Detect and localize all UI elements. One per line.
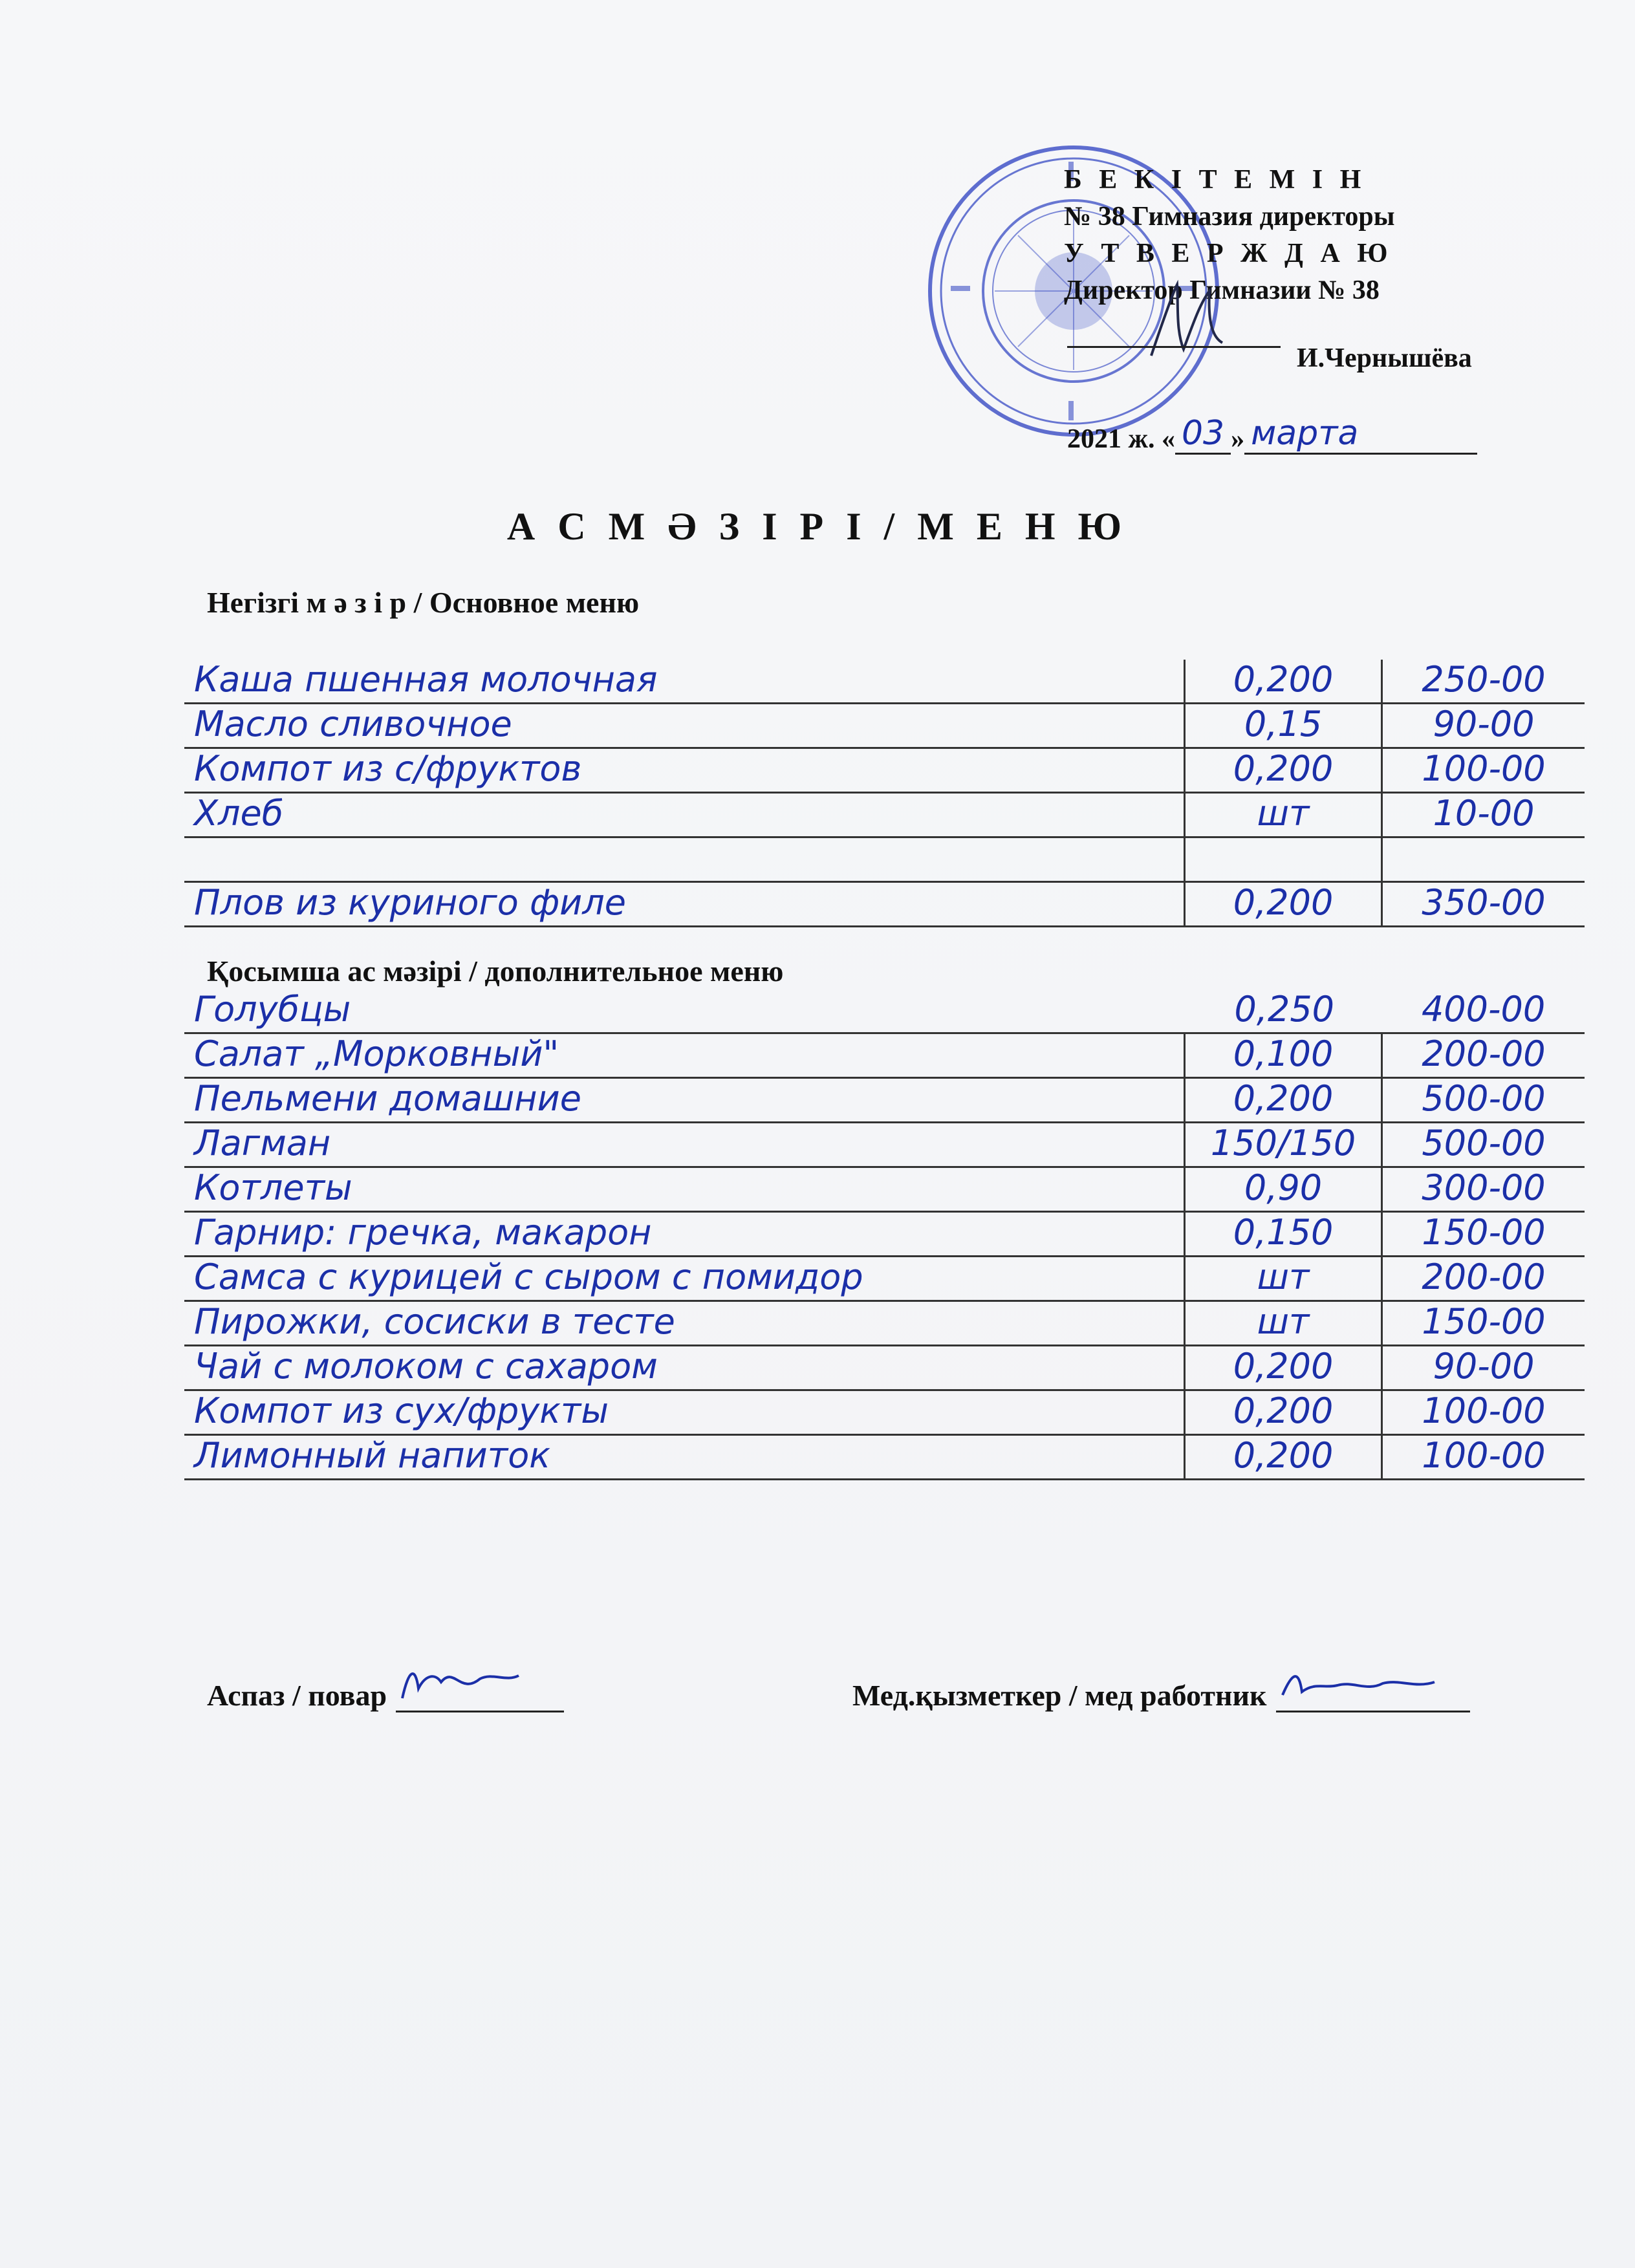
dish-price: 200-00 [1381, 1257, 1585, 1300]
table-row [184, 1257, 1585, 1302]
ru-director-position: Директор Гимназии № 38 [1064, 275, 1380, 305]
dish-qty: 0,200 [1184, 749, 1381, 792]
approval-date [1067, 414, 1477, 455]
kz-approve-label: Б Е К І Т Е М І Н [1064, 165, 1367, 195]
table-row [184, 1123, 1585, 1168]
dish-name: Плов из куриного филе [194, 883, 626, 923]
table-row [184, 704, 1585, 749]
director-signature-icon [1138, 278, 1255, 362]
dish-qty: шт [1184, 1257, 1381, 1300]
dish-price: 100-00 [1381, 749, 1585, 792]
dish-price: 150-00 [1381, 1302, 1585, 1345]
dish-name: Пирожки, сосиски в тесте [194, 1302, 675, 1342]
cook-signature-icon [396, 1663, 525, 1708]
medic-signature-line [1276, 1672, 1470, 1712]
dish-name: Чай с молоком с сахаром [194, 1346, 658, 1387]
dish-name: Хлеб [194, 794, 284, 834]
table-row [184, 1302, 1585, 1346]
dish-qty: 0,15 [1184, 704, 1381, 747]
table-row [184, 883, 1585, 927]
medic-signature-icon [1276, 1663, 1444, 1708]
dish-price: 500-00 [1381, 1123, 1585, 1166]
table-row [184, 989, 1585, 1034]
dish-name: Лимонный напиток [194, 1436, 550, 1476]
dish-qty: 0,250 [1234, 989, 1335, 1030]
date-month: марта [1244, 414, 1477, 455]
table-row [184, 1168, 1585, 1213]
dish-price: 300-00 [1381, 1168, 1585, 1211]
dish-price: 250-00 [1381, 660, 1585, 702]
dish-qty: 0,200 [1184, 1391, 1381, 1434]
cook-signature-block [207, 1672, 564, 1712]
table-row [184, 660, 1585, 704]
dish-price: 400-00 [1421, 989, 1546, 1030]
dish-price: 500-00 [1381, 1079, 1585, 1121]
extra-menu-heading: Қосымша ас мәзірі / дополнительное меню [207, 955, 784, 988]
dish-price [1381, 838, 1585, 881]
dish-qty: 0,100 [1184, 1034, 1381, 1077]
dish-name: Компот из сух/фрукты [194, 1391, 609, 1431]
dish-qty: 0,200 [1184, 883, 1381, 925]
dish-qty: шт [1184, 794, 1381, 836]
table-row [184, 794, 1585, 838]
director-signature-line [1067, 346, 1281, 348]
dish-name [184, 838, 1184, 881]
dish-price: 100-00 [1381, 1436, 1585, 1478]
ru-approve-label: У Т В Е Р Ж Д А Ю [1064, 239, 1393, 268]
dish-qty: 0,200 [1184, 1436, 1381, 1478]
dish-price: 10-00 [1381, 794, 1585, 836]
table-row [184, 1391, 1585, 1436]
dish-qty: 0,200 [1184, 1079, 1381, 1121]
main-menu-heading: Негізгі м ә з і р / Основное меню [207, 586, 640, 619]
dish-name: Каша пшенная молочная [194, 660, 658, 700]
dish-price: 90-00 [1381, 704, 1585, 747]
table-row [184, 1213, 1585, 1257]
dish-qty [1184, 838, 1381, 881]
table-row [184, 1436, 1585, 1480]
date-day: 03 [1175, 414, 1231, 455]
medic-signature-block [852, 1672, 1470, 1712]
dish-name: Масло сливочное [194, 704, 512, 744]
director-name: И.Чернышёва [1297, 343, 1472, 373]
main-menu-table [184, 660, 1585, 927]
dish-price: 350-00 [1381, 883, 1585, 925]
medic-label: Мед.қызметкер / мед работник [852, 1679, 1267, 1712]
dish-price: 90-00 [1381, 1346, 1585, 1389]
dish-name: Котлеты [194, 1168, 352, 1208]
dish-qty: 0,150 [1184, 1213, 1381, 1255]
dish-qty: 0,200 [1184, 1346, 1381, 1389]
dish-name: Компот из с/фруктов [194, 749, 582, 789]
table-row [184, 838, 1585, 883]
extra-menu-table [184, 989, 1585, 1480]
dish-price: 200-00 [1381, 1034, 1585, 1077]
table-row [184, 1034, 1585, 1079]
date-prefix: 2021 ж. « [1067, 424, 1175, 454]
dish-name: Пельмени домашние [194, 1079, 581, 1119]
table-row [184, 1079, 1585, 1123]
dish-price: 150-00 [1381, 1213, 1585, 1255]
cook-label: Аспаз / повар [207, 1679, 387, 1712]
dish-name: Лагман [194, 1123, 331, 1163]
page-title: А С М Ә З І Р І / М Е Н Ю [506, 505, 1129, 548]
kz-director-position: № 38 Гимназия директоры [1064, 202, 1395, 232]
cook-signature-line [396, 1672, 564, 1712]
dish-name: Гарнир: гречка, макарон [194, 1213, 652, 1253]
dish-name: Самса с курицей с сыром с помидор [194, 1257, 863, 1297]
table-row [184, 749, 1585, 794]
dish-qty: 150/150 [1184, 1123, 1381, 1166]
dish-qty: 0,90 [1184, 1168, 1381, 1211]
dish-price: 100-00 [1381, 1391, 1585, 1434]
dish-qty: 0,200 [1184, 660, 1381, 702]
table-row [184, 1346, 1585, 1391]
dish-name: Голубцы [194, 989, 351, 1030]
date-mid: » [1231, 424, 1245, 454]
dish-qty: шт [1184, 1302, 1381, 1345]
dish-name: Салат „Морковный" [194, 1034, 559, 1074]
